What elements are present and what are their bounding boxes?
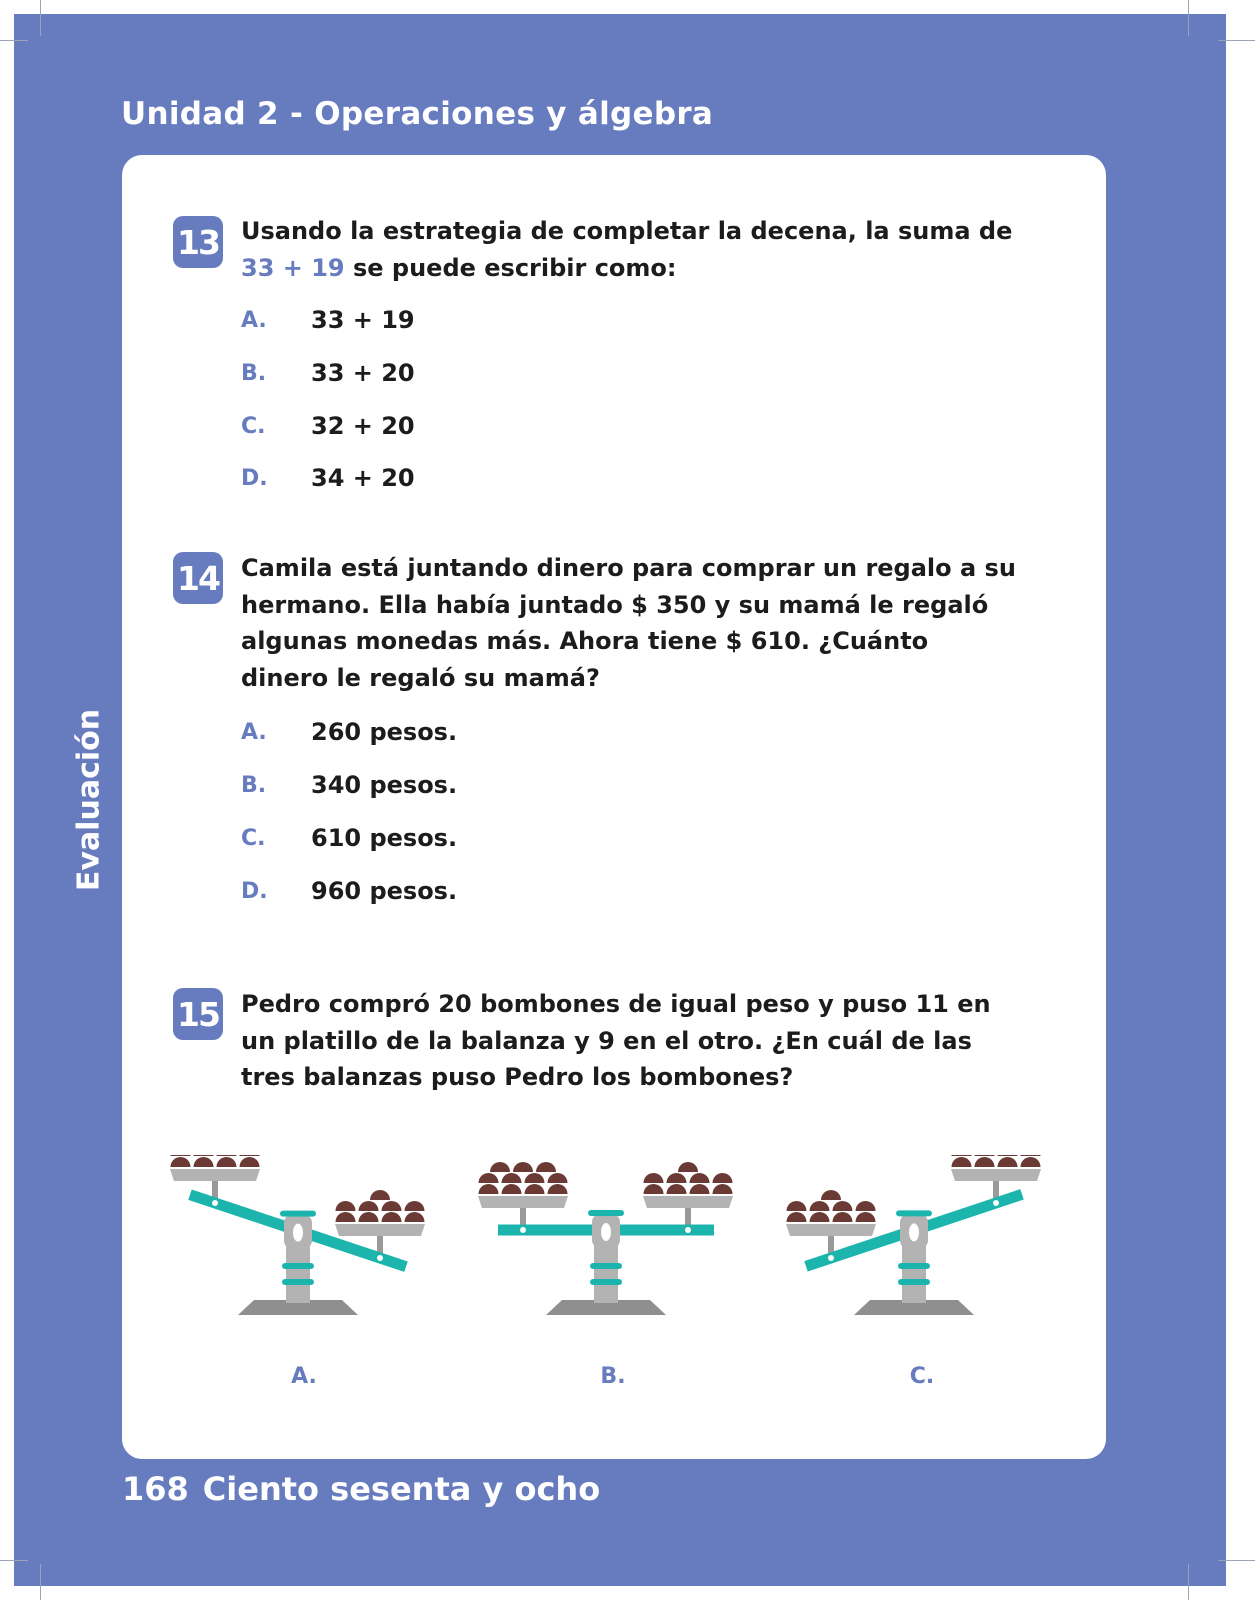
scale-ring: [896, 1210, 932, 1216]
option-text: 960 pesos.: [311, 877, 458, 905]
crop-mark: [0, 1560, 28, 1561]
option-text: 33 + 19: [311, 306, 415, 334]
unit-title: Unidad 2 - Operaciones y álgebra: [121, 96, 714, 132]
bonbon: [952, 1157, 972, 1167]
beam-pin: [993, 1200, 999, 1206]
bonbon: [370, 1190, 390, 1200]
option-text: 340 pesos.: [311, 771, 458, 799]
bonbon: [667, 1173, 687, 1183]
question-13-text-part: Usando la estrategia de completar la decena, la suma de: [241, 217, 1013, 245]
question-14-option-a[interactable]: [241, 716, 457, 748]
question-13-option-a[interactable]: [241, 304, 415, 336]
option-letter: C.: [241, 825, 266, 851]
option-text: 34 + 20: [311, 464, 415, 492]
bonbon: [690, 1184, 710, 1194]
bonbon: [336, 1212, 356, 1222]
scale-ring: [282, 1263, 314, 1269]
bonbon: [217, 1157, 237, 1167]
bonbon: [240, 1155, 260, 1156]
bonbon: [952, 1155, 972, 1156]
scale-pan-right: [951, 1169, 1041, 1181]
scale-ring: [280, 1211, 316, 1217]
bonbon: [998, 1157, 1018, 1167]
bonbon: [194, 1157, 214, 1167]
bonbon: [405, 1201, 425, 1211]
option-letter: A.: [241, 307, 267, 333]
option-letter: A.: [241, 719, 267, 745]
bonbon: [502, 1184, 522, 1194]
bonbon: [382, 1201, 402, 1211]
bonbon: [171, 1155, 191, 1156]
option-text: 260 pesos.: [311, 718, 458, 746]
bonbon: [644, 1184, 664, 1194]
pivot-hole: [293, 1224, 303, 1242]
bonbon: [336, 1201, 356, 1211]
bonbon: [856, 1201, 876, 1211]
bonbon: [810, 1201, 830, 1211]
option-letter: C.: [241, 413, 266, 439]
bonbon: [171, 1157, 191, 1167]
bonbon: [998, 1155, 1018, 1156]
section-side-label: Evaluación: [71, 708, 107, 892]
beam-pin: [685, 1227, 691, 1233]
bonbon: [359, 1212, 379, 1222]
question-13-option-b[interactable]: [241, 357, 415, 389]
bonbon: [975, 1155, 995, 1156]
crop-mark: [1188, 0, 1189, 36]
crop-mark: [1218, 1560, 1255, 1561]
scale-ring: [898, 1279, 930, 1285]
bonbon: [810, 1212, 830, 1222]
scale-ring: [590, 1263, 622, 1269]
bonbon: [479, 1184, 499, 1194]
scale-ring: [588, 1210, 624, 1216]
bonbon: [548, 1184, 568, 1194]
question-13-number: 13: [173, 216, 223, 268]
crop-mark: [1218, 40, 1255, 41]
beam-pin: [828, 1255, 834, 1261]
crop-mark: [0, 40, 28, 41]
beam-pin: [377, 1255, 383, 1261]
question-15-number: 15: [173, 988, 223, 1040]
option-letter: D.: [241, 878, 268, 904]
bonbon: [513, 1162, 533, 1172]
bonbon: [833, 1201, 853, 1211]
bonbon: [713, 1184, 733, 1194]
scale-c-label: C.: [909, 1364, 935, 1389]
bonbon: [713, 1173, 733, 1183]
option-letter: B.: [241, 772, 267, 798]
question-13-text-part: se puede escribir como:: [344, 253, 677, 282]
bonbon: [479, 1173, 499, 1183]
crop-mark: [40, 0, 41, 36]
bonbon: [856, 1212, 876, 1222]
bonbon: [525, 1184, 545, 1194]
option-text: 33 + 20: [311, 359, 415, 387]
question-14-option-b[interactable]: [241, 769, 457, 801]
option-text: 32 + 20: [311, 412, 415, 440]
question-14-text: Camila está juntando dinero para comprar un regalo a su hermano. Ella había juntado $ 350 y su mamá le regaló algunas monedas más. Ahora tiene $ 610. ¿Cuánto dinero le regaló su mamá?: [241, 554, 1016, 692]
question-13-highlight: 33 + 19: [241, 253, 345, 282]
bonbon: [502, 1173, 522, 1183]
scale-ring: [898, 1263, 930, 1269]
balance-scale-a[interactable]: [170, 1155, 450, 1345]
scale-ring: [590, 1279, 622, 1285]
option-letter: B.: [241, 360, 267, 386]
bonbon: [1021, 1157, 1041, 1167]
bonbon: [405, 1212, 425, 1222]
scale-pan-left: [786, 1224, 876, 1236]
bonbon: [240, 1157, 260, 1167]
bonbon: [536, 1162, 556, 1172]
bonbon: [644, 1173, 664, 1183]
bonbon: [1021, 1155, 1041, 1156]
question-14-option-d[interactable]: [241, 875, 457, 907]
scale-pan-left: [170, 1169, 260, 1181]
bonbon: [975, 1157, 995, 1167]
bonbon: [833, 1212, 853, 1222]
pivot-hole: [601, 1223, 611, 1241]
option-text: 610 pesos.: [311, 824, 458, 852]
bonbon: [194, 1155, 214, 1156]
scale-pan-right: [335, 1224, 425, 1236]
bonbon: [678, 1162, 698, 1172]
question-13-text: [241, 213, 1021, 286]
page-footer: [122, 1470, 600, 1508]
page-number: 168: [122, 1470, 189, 1508]
bonbon: [690, 1173, 710, 1183]
question-15-text: Pedro compró 20 bombones de igual peso y puso 11 en un platillo de la balanza y 9 en el otro. ¿En cuál de las tres balanzas puso Pedro los bombones?: [241, 990, 991, 1091]
scale-ring: [282, 1279, 314, 1285]
beam-pin: [212, 1200, 218, 1206]
bonbon: [217, 1155, 237, 1156]
bonbon: [821, 1190, 841, 1200]
scale-pan-right: [643, 1196, 733, 1208]
bonbon: [667, 1184, 687, 1194]
option-letter: D.: [241, 465, 268, 491]
question-14-option-c[interactable]: [241, 822, 457, 854]
bonbon: [787, 1201, 807, 1211]
crop-mark: [40, 1564, 41, 1600]
crop-mark: [1188, 1564, 1189, 1600]
bonbon: [382, 1212, 402, 1222]
scale-b-label: B.: [600, 1364, 626, 1389]
bonbon: [525, 1173, 545, 1183]
bonbon: [787, 1212, 807, 1222]
pivot-hole: [909, 1223, 919, 1241]
question-13-option-c[interactable]: [241, 410, 415, 442]
scale-a-label: A.: [291, 1364, 317, 1389]
balance-scale-b[interactable]: [478, 1155, 758, 1345]
balance-scale-c[interactable]: [786, 1155, 1066, 1345]
scale-pan-left: [478, 1196, 568, 1208]
page-number-words: Ciento sesenta y ocho: [202, 1470, 601, 1508]
bonbon: [490, 1162, 510, 1172]
beam-pin: [520, 1227, 526, 1233]
bonbon: [548, 1173, 568, 1183]
bonbon: [359, 1201, 379, 1211]
question-14-number: 14: [173, 552, 223, 604]
question-13-option-d[interactable]: [241, 462, 415, 494]
